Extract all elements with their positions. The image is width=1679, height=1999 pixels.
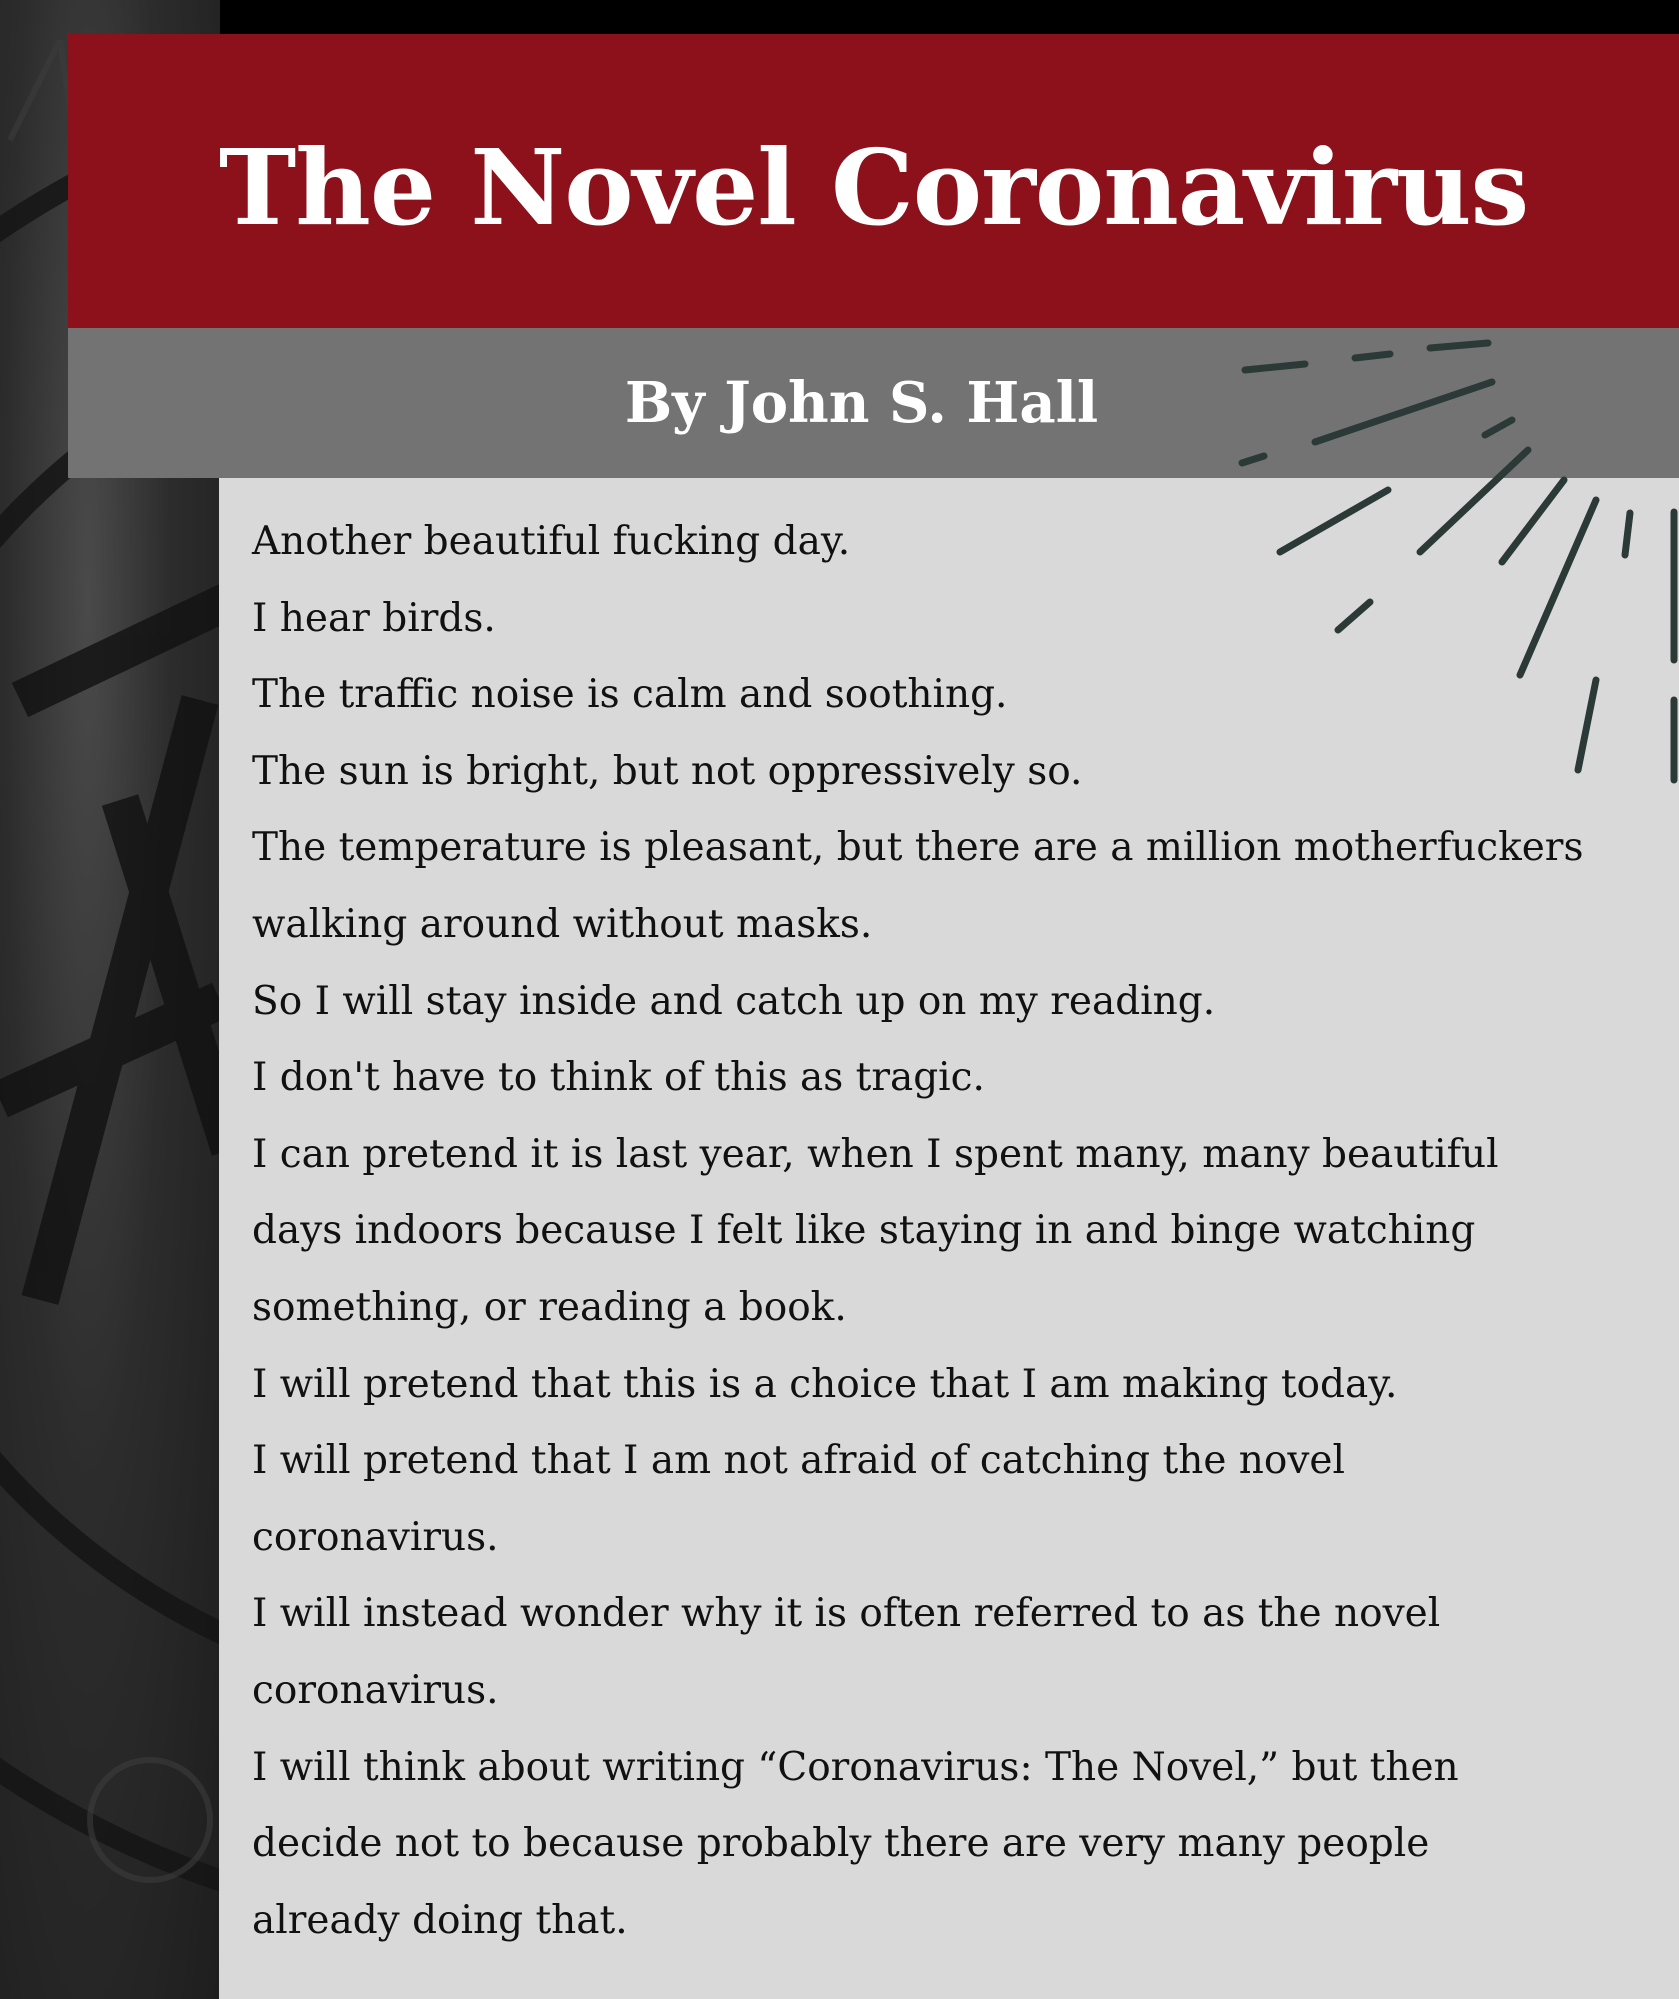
poem-line: days indoors because I felt like staying in and binge watching (252, 1208, 1476, 1254)
poem-line: already doing that. (252, 1897, 628, 1943)
poem-line: So I will stay inside and catch up on my reading. (252, 978, 1216, 1024)
poem-line: I will pretend that I am not afraid of catching the novel (252, 1438, 1345, 1484)
poem-line: I don't have to think of this as tragic. (252, 1055, 985, 1101)
poem-line: Another beautiful fucking day. (252, 519, 851, 564)
poem-line: I will instead wonder why it is often referred to as the novel (252, 1591, 1441, 1637)
poem-line: I hear birds. (252, 595, 496, 641)
poem-text (252, 504, 1672, 1959)
poem-line: walking around without masks. (252, 901, 873, 947)
poem-line: something, or reading a book. (252, 1284, 847, 1330)
poem-line: decide not to because probably there are very many people (252, 1821, 1430, 1867)
top-black-strip (0, 0, 1679, 34)
poem-line: The traffic noise is calm and soothing. (252, 672, 1008, 718)
poem-line: I will pretend that this is a choice that I am making today. (252, 1361, 1398, 1407)
poem-line: I will think about writing “Coronavirus: The Novel,” but then (252, 1744, 1459, 1790)
poem-line: coronavirus. (252, 1514, 499, 1560)
poem-line: The temperature is pleasant, but there are a million motherfuckers (252, 825, 1584, 871)
page-title: The Novel Coronavirus (218, 125, 1529, 249)
author-byline: By John S. Hall (624, 370, 1099, 436)
poem-line: The sun is bright, but not oppressively so. (252, 748, 1083, 794)
poem-line: coronavirus. (252, 1667, 499, 1713)
poem-line: I can pretend it is last year, when I spent many, many beautiful (252, 1131, 1499, 1177)
